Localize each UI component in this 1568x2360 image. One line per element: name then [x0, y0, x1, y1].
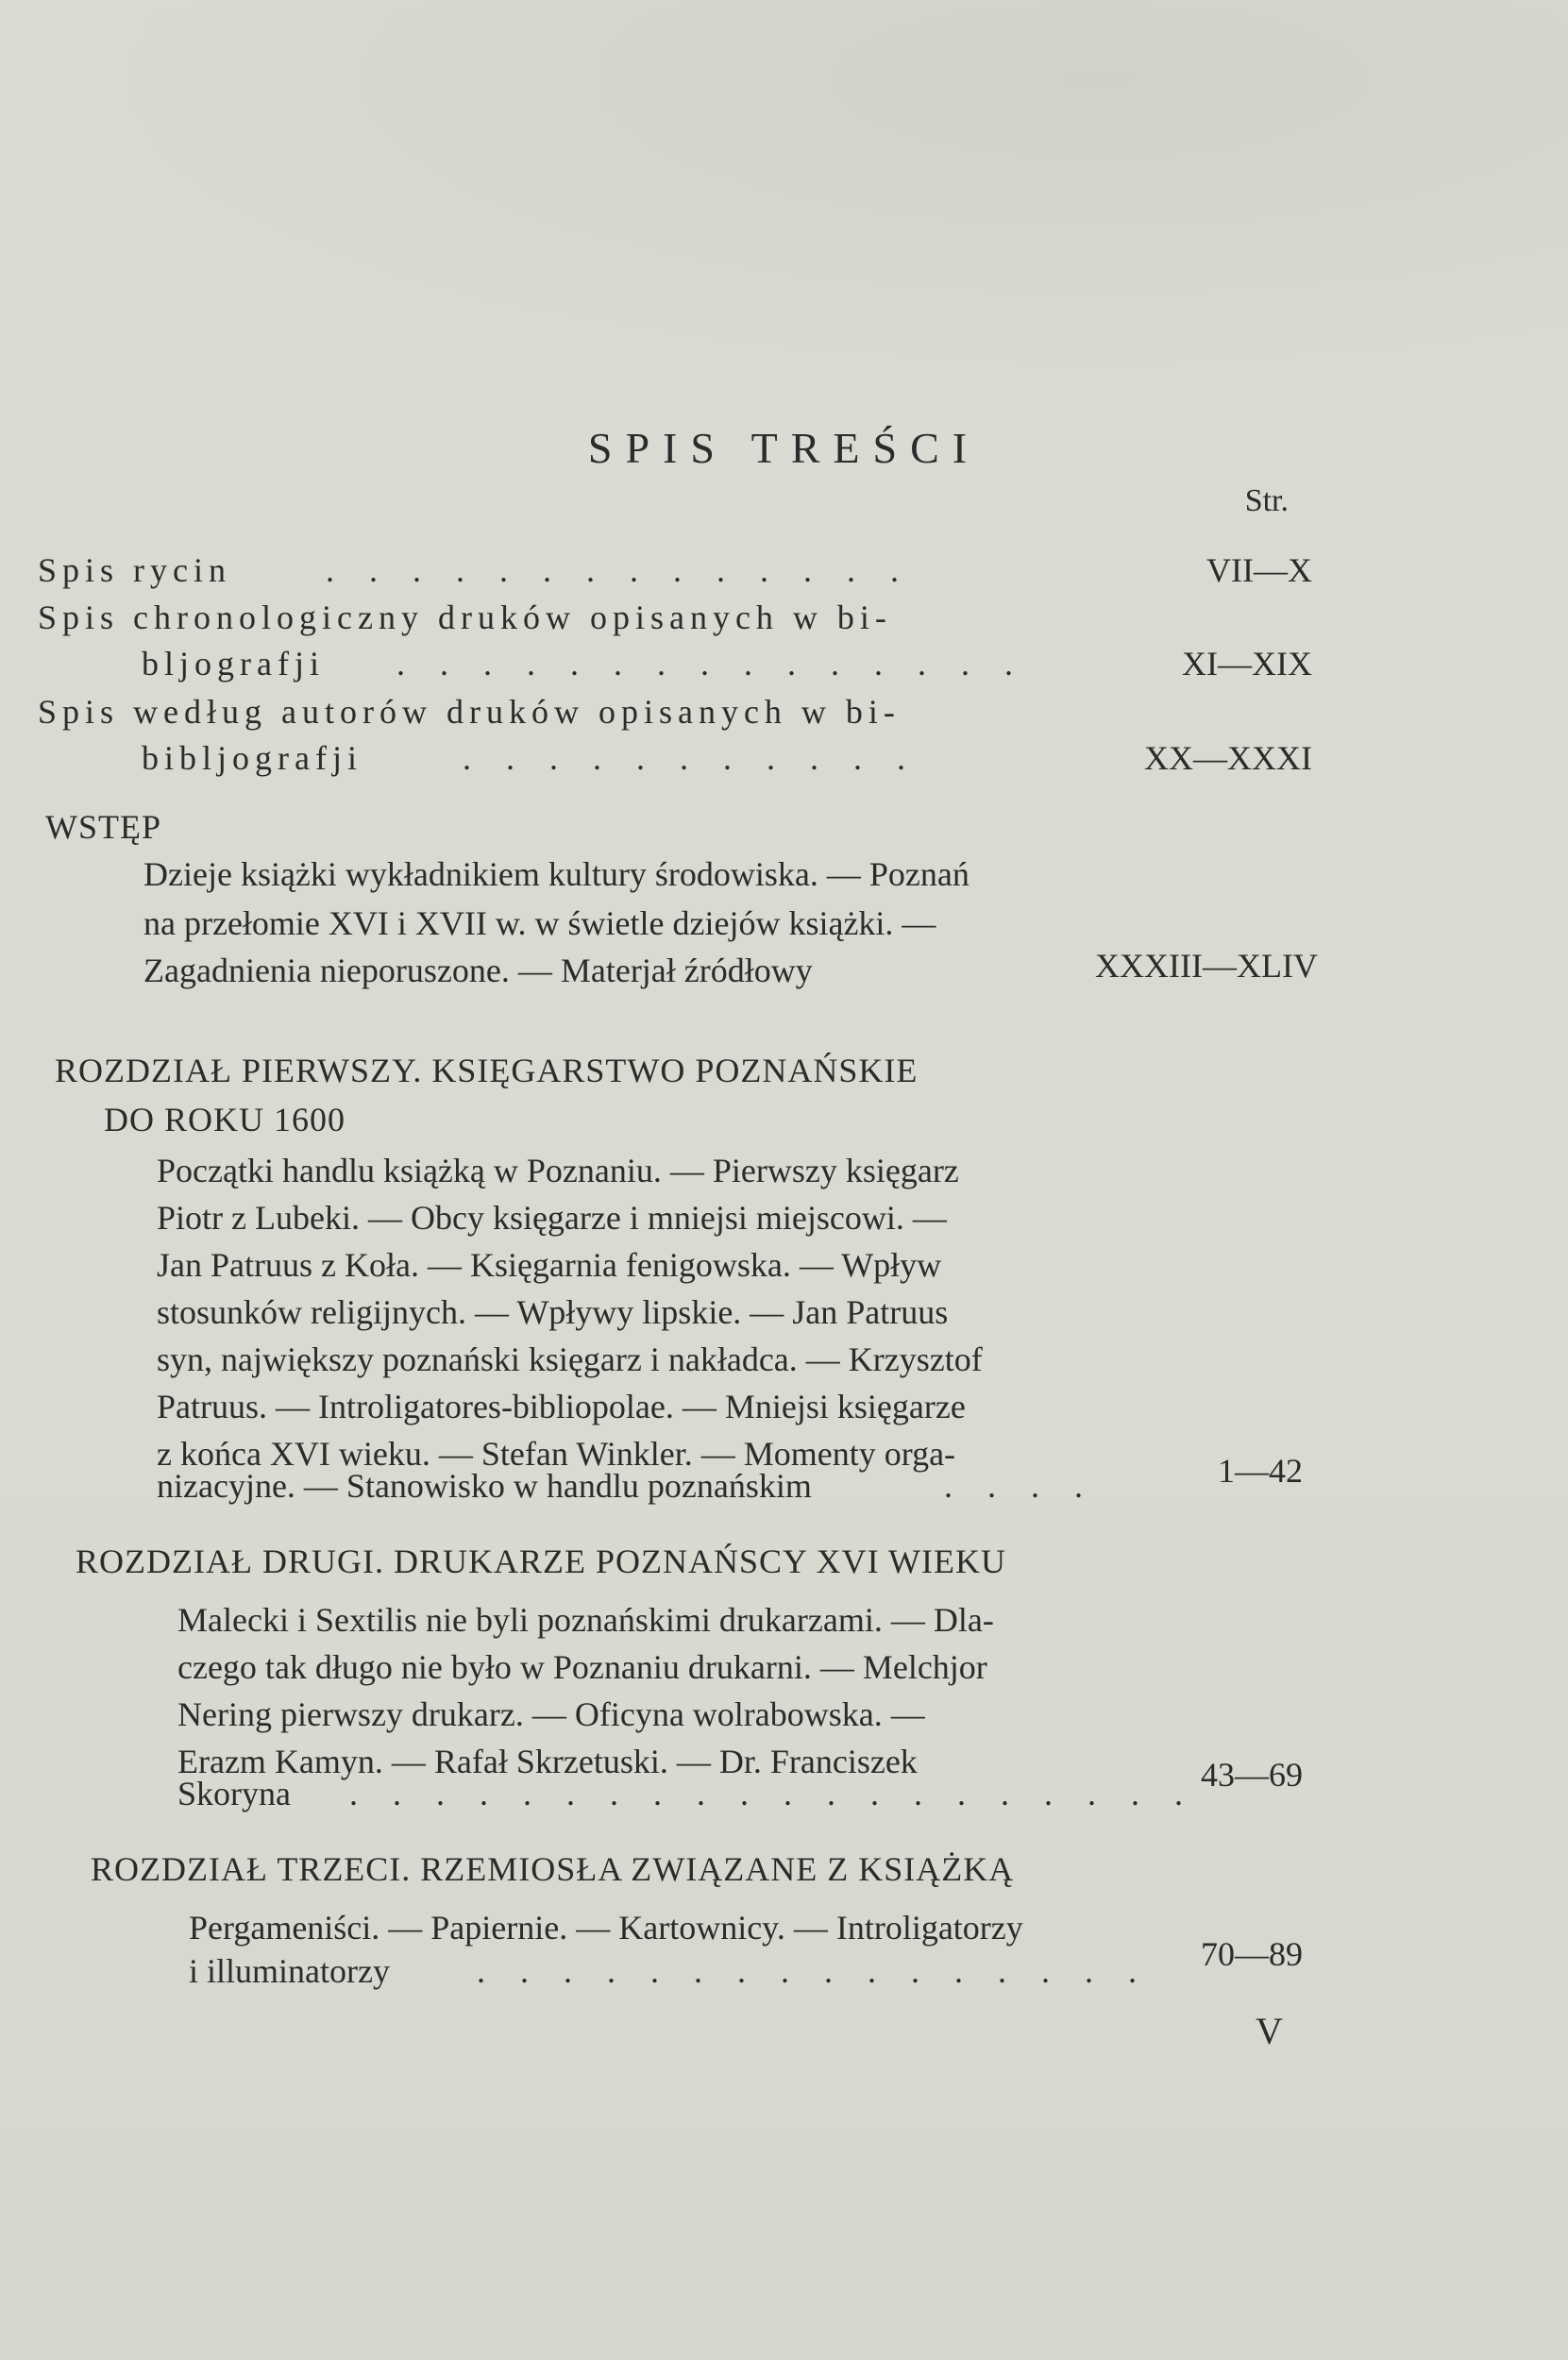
toc-leader-dots: . . . . . . . . . . . . . .: [326, 551, 912, 589]
chapter-line: czego tak długo nie było w Poznaniu drukarni. — Melchjor: [177, 1648, 987, 1686]
page-title: SPIS TREŚCI: [587, 424, 981, 472]
toc-entry-page: VII—X: [1206, 551, 1312, 589]
section-line: Zagadnienia nieporuszone. — Materjał źródłowy: [143, 952, 813, 989]
page-column-label: Str.: [1244, 483, 1289, 518]
toc-entry-page: XI—XIX: [1182, 645, 1312, 683]
toc-entry-page: XX—XXXI: [1144, 739, 1312, 777]
toc-leader-dots: . . . . . . . . . . . . . . . .: [477, 1952, 1150, 1990]
chapter-heading: ROZDZIAŁ DRUGI. DRUKARZE POZNAŃSCY XVI WIEKU: [76, 1542, 1006, 1580]
chapter-page: 70—89: [1201, 1935, 1303, 1973]
toc-entry-title: Spis według autorów druków opisanych w bi-: [38, 693, 901, 731]
chapter-heading: ROZDZIAŁ PIERWSZY. KSIĘGARSTWO POZNAŃSKIE: [55, 1052, 919, 1089]
chapter-heading-cont: DO ROKU 1600: [104, 1101, 346, 1138]
chapter-line: Początki handlu książką w Poznaniu. — Pierwszy księgarz: [157, 1152, 959, 1189]
chapter-heading: ROZDZIAŁ TRZECI. RZEMIOSŁA ZWIĄZANE Z KSIĄŻKĄ: [91, 1850, 1015, 1888]
toc-entry-title-cont: bljografji: [142, 645, 325, 683]
chapter-line: Skoryna: [177, 1775, 291, 1812]
chapter-line: z końca XVI wieku. — Stefan Winkler. — Momenty orga-: [157, 1435, 956, 1473]
show-through-texture: [0, 0, 1568, 396]
chapter-line: nizacyjne. — Stanowisko w handlu poznańskim: [157, 1467, 812, 1505]
chapter-line: Patruus. — Introligatores-bibliopolae. — Mniejsi księgarze: [157, 1388, 966, 1425]
toc-entry-title: Spis rycin: [38, 551, 232, 589]
page-number: V: [1256, 2010, 1283, 2052]
section-heading: WSTĘP: [45, 808, 162, 846]
toc-leader-dots: . . . . . . . . . . . . . . .: [396, 645, 1026, 683]
chapter-line: Jan Patruus z Koła. — Księgarnia fenigowska. — Wpływ: [157, 1246, 942, 1284]
chapter-page: 1—42: [1218, 1452, 1303, 1490]
toc-leader-dots: . . . . . . . . . . .: [463, 739, 919, 777]
toc-leader-dots: . . . . . . . . . . . . . . . . . . . .: [349, 1775, 1196, 1812]
chapter-line: Erazm Kamyn. — Rafał Skrzetuski. — Dr. Franciszek: [177, 1743, 918, 1780]
toc-leader-dots: . . . .: [944, 1467, 1096, 1505]
chapter-line: Malecki i Sextilis nie byli poznańskimi drukarzami. — Dla-: [177, 1601, 994, 1639]
section-line: Dzieje książki wykładnikiem kultury środowiska. — Poznań: [143, 855, 969, 893]
chapter-page: 43—69: [1201, 1756, 1303, 1794]
chapter-line: i illuminatorzy: [189, 1952, 390, 1990]
chapter-line: Pergameniści. — Papiernie. — Kartownicy. — Introligatorzy: [189, 1909, 1023, 1947]
chapter-line: Nering pierwszy drukarz. — Oficyna wolrabowska. —: [177, 1695, 925, 1733]
toc-entry-title: Spis chronologiczny druków opisanych w bi-: [38, 598, 892, 636]
toc-entry-title-cont: bibljografji: [142, 739, 362, 777]
chapter-line: stosunków religijnych. — Wpływy lipskie. — Jan Patruus: [157, 1293, 949, 1331]
chapter-line: Piotr z Lubeki. — Obcy księgarze i mniejsi miejscowi. —: [157, 1199, 947, 1237]
chapter-line: syn, największy poznański księgarz i nakładca. — Krzysztof: [157, 1340, 983, 1378]
section-line: na przełomie XVI i XVII w. w świetle dziejów książki. —: [143, 904, 936, 942]
section-page: XXXIII—XLIV: [1095, 947, 1318, 985]
